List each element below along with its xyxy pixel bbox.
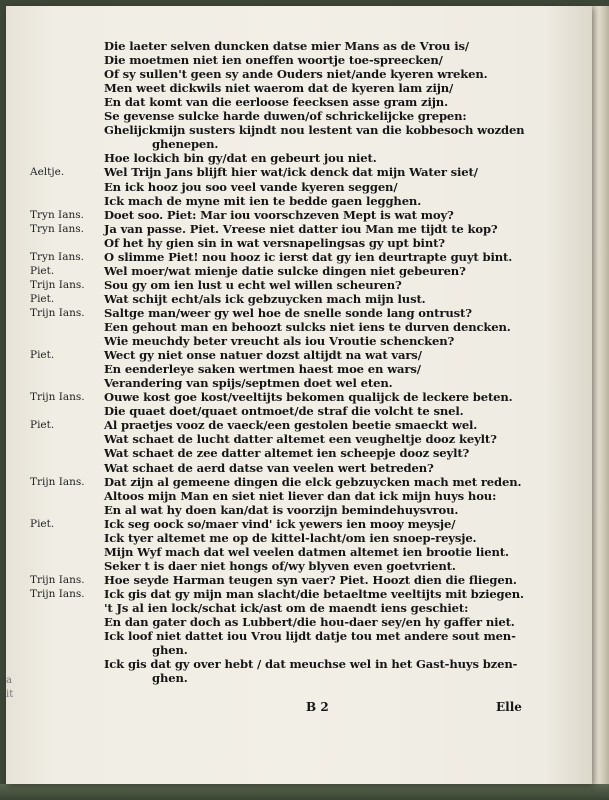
text-line <box>6 545 592 560</box>
speaker-label: Tryn Ians. <box>30 222 84 235</box>
verse-text: Hoe lockich bin gy/dat en gebeurt jou niet. <box>104 151 377 166</box>
verse-text: Mijn Wyf mach dat wel veelen datmen altemet ien brootie lient. <box>104 544 509 559</box>
text-line <box>6 390 592 405</box>
verse-text: En dan gater doch as Lubbert/die hou-daer sey/en hy gaffer niet. <box>104 615 515 630</box>
text-line <box>6 320 592 335</box>
text-line <box>6 601 592 616</box>
verse-text: En al wat hy doen kan/dat is voorzijn bemindehuysvrou. <box>104 502 459 517</box>
text-line <box>6 151 592 166</box>
verse-text: Die quaet doet/quaet ontmoet/de straf die volcht te snel. <box>104 404 464 419</box>
speaker-label: Trijn Ians. <box>30 573 85 586</box>
text-line <box>6 180 592 195</box>
text-line <box>6 165 592 180</box>
text-line <box>6 376 592 391</box>
verse-text: Al praetjes vooz de vaeck/een gestolen beetie smaeckt wel. <box>104 418 478 433</box>
verse-text: Wat schaet de aerd datse van veelen wert betreden? <box>104 460 434 475</box>
verse-text: Ick seg oock so/maer vind' ick yewers ien mooy meysje/ <box>104 516 456 531</box>
speaker-label: Trijn Ians. <box>30 587 85 600</box>
speaker-label: Aeltje. <box>30 166 65 179</box>
speaker-label: Trijn Ians. <box>30 306 85 319</box>
verse-text: Ick loof niet dattet iou Vrou lijdt datje tou met andere sout men- <box>104 629 516 644</box>
page-footer <box>6 700 592 718</box>
verse-text: Altoos mijn Man en siet niet liever dan dat ick mijn huys hou: <box>104 488 497 503</box>
text-line <box>6 418 592 433</box>
verse-text: Wie meuchdy beter vreucht als iou Vroutie schencken? <box>104 334 455 349</box>
verse-text: Of sy sullen't geen sy ande Ouders niet/ande kyeren wreken. <box>104 67 488 82</box>
book-page <box>6 6 592 784</box>
text-line <box>6 475 592 490</box>
verse-text: Die laeter selven duncken datse mier Mans as de Vrou is/ <box>104 39 469 53</box>
margin-fragment: a <box>6 675 12 686</box>
text-line <box>6 671 592 686</box>
verse-text: Ick mach de myne mit ien te bedde gaen legghen. <box>104 193 422 208</box>
verse-text: En dat komt van die eerloose feecksen asse gram zijn. <box>104 95 448 110</box>
text-line <box>6 306 592 321</box>
margin-fragments <box>6 674 13 702</box>
text-line <box>6 67 592 82</box>
text-line <box>6 250 592 265</box>
text-line <box>6 334 592 349</box>
verse-text: Of het hy gien sin in wat versnapelingsas gy upt bint? <box>104 235 445 250</box>
speaker-label: Piet. <box>30 264 55 277</box>
verse-text: Wect gy niet onse natuer dozst altijdt na wat vars/ <box>104 348 422 363</box>
verse-text: Verandering van spijs/septmen doet wel eten. <box>104 376 393 391</box>
text-line <box>6 531 592 546</box>
verse-text: Se gevense sulcke harde duwen/of schrickelijcke grepen: <box>104 109 467 124</box>
margin-fragment: it <box>6 689 14 700</box>
verse-text: O slimme Piet! nou hooz ic ierst dat gy ien deurtrapte guyt bint. <box>104 249 513 264</box>
verse-text: ghen. <box>152 671 188 686</box>
text-line <box>6 432 592 447</box>
text-line <box>6 264 592 279</box>
verse-text: En ick hooz jou soo veel vande kyeren seggen/ <box>104 179 398 194</box>
verse-text: Ick tyer altemet me op de kittel-lacht/om ien snoep-reysje. <box>104 530 477 545</box>
verse-text: Wat schaet de zee datter altemet ien scheepje dooz seylt? <box>104 446 470 461</box>
verse-text: En eenderleye saken wertmen haest moe en wars/ <box>104 362 421 377</box>
verse-text: Een gehout man en behoozt sulcks niet iens te durven dencken. <box>104 320 511 334</box>
verse-text: Wat schaet de lucht datter altemet een veugheltje dooz keylt? <box>104 432 497 447</box>
speaker-label: Trijn Ians. <box>30 391 85 404</box>
verse-text: Ick gis dat gy mijn man slacht/die betaeltme veeltijts mit bziegen. <box>104 586 524 601</box>
text-line <box>6 53 592 68</box>
speaker-label: Tryn Ians. <box>30 250 84 263</box>
text-line <box>6 559 592 574</box>
verse-text: Saltge man/weer gy wel hoe de snelle sonde lang ontrust? <box>104 305 472 320</box>
cover-edge <box>0 784 609 800</box>
verse-text: Dat zijn al gemeene dingen die elck gebzuycken mach met reden. <box>104 474 522 489</box>
verse-text: Ghelijckmijn susters kijndt nou lestent van die kobbesoch wozden <box>104 123 525 138</box>
text-line <box>6 489 592 504</box>
text-line <box>6 123 592 138</box>
verse-text: Hoe seyde Harman teugen syn vaer? Piet. Hoozt dien die fliegen. <box>104 572 517 587</box>
verse-text: Men weet dickwils niet waerom dat de kyeren lam zijn/ <box>104 81 454 96</box>
text-line <box>6 362 592 377</box>
text-line <box>6 292 592 307</box>
verse-text: Ick gis dat gy over hebt / dat meuchse wel in het Gast-huys bzen- <box>104 657 518 672</box>
text-line <box>6 208 592 223</box>
catchword: Elle <box>496 700 522 714</box>
text-line <box>6 615 592 630</box>
verse-text: ghen. <box>152 643 188 658</box>
speaker-label: Trijn Ians. <box>30 475 85 488</box>
text-line <box>6 657 592 672</box>
verse-text: 't Js al ien lock/schat ick/ast om de maendt iens geschiet: <box>104 601 469 615</box>
verse-text: Die moetmen niet ien oneffen woortje toe-spreecken/ <box>104 53 443 68</box>
speaker-label: Trijn Ians. <box>30 278 85 291</box>
text-line <box>6 587 592 602</box>
speaker-label: Piet. <box>30 349 55 362</box>
verse-text: Doet soo. Piet: Mar iou voorschzeven Mept is wat moy? <box>104 207 454 222</box>
signature-mark: B 2 <box>306 700 329 714</box>
verse-text: Ja van passe. Piet. Vreese niet datter iou Man me tijdt te kop? <box>104 221 498 236</box>
text-line <box>6 629 592 644</box>
text-line <box>6 137 592 152</box>
text-line <box>6 236 592 251</box>
text-line <box>6 446 592 461</box>
text-line <box>6 81 592 96</box>
verse-text: Sou gy om ien lust u echt wel willen scheuren? <box>104 277 402 292</box>
text-line <box>6 95 592 110</box>
verse-text: Wel moer/wat mienje datie sulcke dingen niet gebeuren? <box>104 263 466 278</box>
text-line <box>6 573 592 588</box>
text-line <box>6 461 592 476</box>
text-line <box>6 39 592 54</box>
text-line <box>6 109 592 124</box>
verse-text: Wat schijt echt/als ick gebzuycken mach mijn lust. <box>104 291 426 306</box>
text-line <box>6 404 592 419</box>
text-line <box>6 278 592 293</box>
speaker-label: Piet. <box>30 517 55 530</box>
text-line <box>6 517 592 532</box>
text-line <box>6 643 592 658</box>
verse-text: Seker t is daer niet hongs of/wy blyven even goetvrient. <box>104 558 456 573</box>
verse-text: Ouwe kost goe kost/veeltijts bekomen qualijck de leckere beten. <box>104 390 513 405</box>
verse-text: Wel Trijn Jans blijft hier wat/ick denck dat mijn Water siet/ <box>104 165 478 180</box>
page-edge <box>592 6 609 791</box>
text-line <box>6 194 592 209</box>
speaker-label: Tryn Ians. <box>30 208 84 221</box>
speaker-label: Piet. <box>30 419 55 432</box>
speaker-label: Piet. <box>30 292 55 305</box>
text-line <box>6 222 592 237</box>
text-line <box>6 348 592 363</box>
verse-text: ghenepen. <box>152 137 219 152</box>
text-line <box>6 503 592 518</box>
